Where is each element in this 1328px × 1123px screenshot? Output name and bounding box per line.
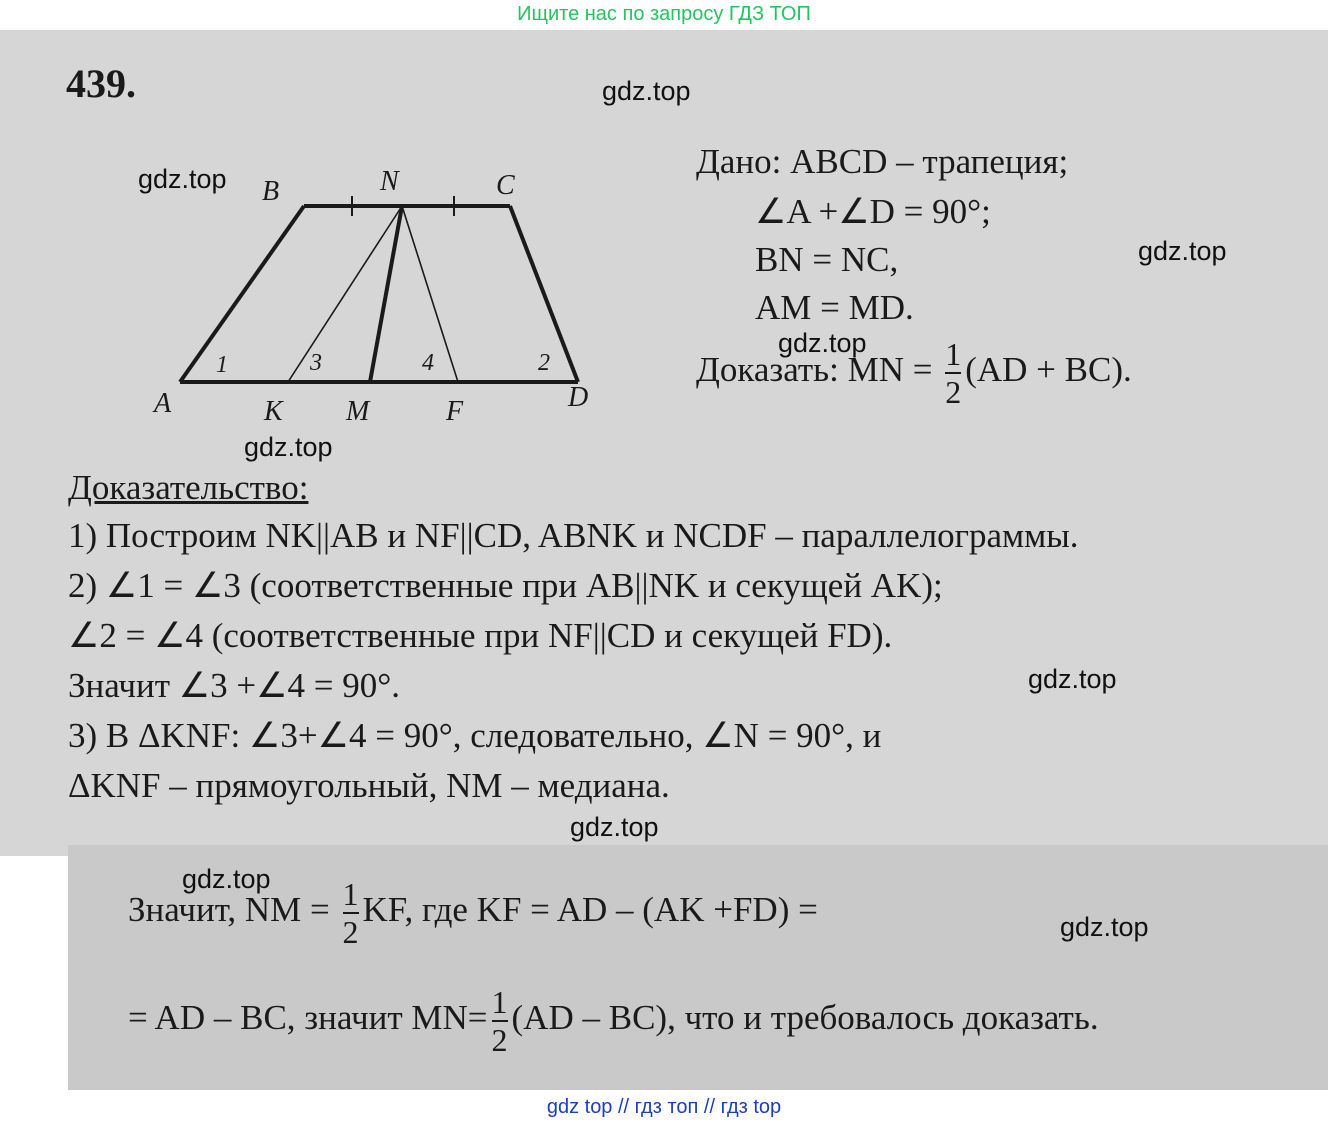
watermark: gdz.top xyxy=(138,164,227,194)
prove-statement xyxy=(696,338,1132,408)
conclusion-line-2 xyxy=(128,986,1099,1056)
proof-line-4: Значит ∠3 +∠4 = 90°. xyxy=(68,666,401,705)
fraction-denominator: 2 xyxy=(491,1022,508,1058)
prove-prefix: Доказать: MN = xyxy=(696,350,942,390)
watermark: gdz.top xyxy=(1138,236,1227,266)
label-A: A xyxy=(154,388,172,419)
fraction-numerator: 1 xyxy=(491,984,508,1020)
label-C: C xyxy=(496,170,515,201)
top-banner[interactable]: Ищите нас по запросу ГДЗ ТОП xyxy=(517,3,811,25)
conclusion-1-suffix: KF, где KF = AD – (AK +FD) = xyxy=(362,890,818,930)
label-B: B xyxy=(262,176,280,207)
label-angle-3: 3 xyxy=(310,350,322,376)
proof-line-5: 3) В ΔKNF: ∠3+∠4 = 90°, следовательно, ∠N = 90°, и xyxy=(68,716,882,755)
fraction-denominator: 2 xyxy=(945,374,962,410)
label-F: F xyxy=(446,396,464,427)
label-angle-4: 4 xyxy=(422,350,434,376)
watermark: gdz.top xyxy=(778,328,867,358)
fraction-half xyxy=(945,338,961,408)
watermark: gdz.top xyxy=(570,812,659,842)
proof-line-2: 2) ∠1 = ∠3 (соответственные при AB||NK и секущей AK); xyxy=(68,566,943,605)
fraction-denominator: 2 xyxy=(342,914,359,950)
label-K: K xyxy=(264,396,283,427)
label-angle-2: 2 xyxy=(538,350,550,376)
fraction-half xyxy=(492,986,508,1056)
segment-NM xyxy=(370,206,402,382)
fraction-half xyxy=(343,878,359,948)
side-AB xyxy=(180,206,304,382)
footer-links[interactable]: gdz top // гдз топ // гдз top xyxy=(546,1096,782,1118)
fraction-numerator: 1 xyxy=(945,336,962,372)
given-line-3: BN = NC, xyxy=(755,240,899,279)
conclusion-1-prefix: Значит, NM = xyxy=(128,890,339,930)
given-line-4: AM = MD. xyxy=(755,288,914,327)
given-line-2: ∠A +∠D = 90°; xyxy=(755,192,991,231)
given-line-1: Дано: ABCD – трапеция; xyxy=(696,142,1069,181)
watermark: gdz.top xyxy=(1028,664,1117,694)
conclusion-2-suffix: (AD – BC), что и требовалось доказать. xyxy=(511,998,1099,1038)
problem-number: 439. xyxy=(66,61,136,106)
proof-heading: Доказательство: xyxy=(68,468,309,507)
watermark: gdz.top xyxy=(602,76,691,106)
conclusion-2-prefix: = AD – BC, значит MN= xyxy=(128,998,488,1038)
proof-line-1: 1) Построим NK||AB и NF||CD, ABNK и NCDF – параллелограммы. xyxy=(68,516,1079,555)
label-M: M xyxy=(346,396,370,427)
prove-suffix: (AD + BC). xyxy=(965,350,1132,390)
label-N: N xyxy=(380,166,399,197)
watermark: gdz.top xyxy=(1060,912,1149,942)
watermark: gdz.top xyxy=(182,864,271,894)
proof-line-6: ΔKNF – прямоугольный, NM – медиана. xyxy=(68,766,670,805)
label-angle-1: 1 xyxy=(216,352,228,378)
proof-line-3: ∠2 = ∠4 (соответственные при NF||CD и секущей FD). xyxy=(68,616,893,655)
fraction-numerator: 1 xyxy=(342,876,359,912)
watermark: gdz.top xyxy=(244,432,333,462)
label-D: D xyxy=(568,382,589,413)
